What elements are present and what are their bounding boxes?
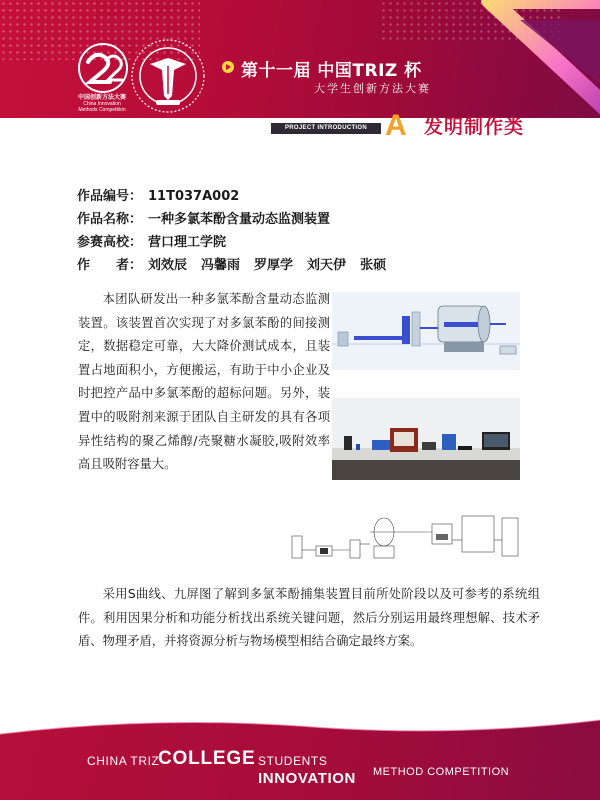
device-cad-rendering-image	[332, 292, 520, 370]
device-lab-photo-image	[332, 398, 520, 480]
competition-title: 第十一届 中国TRIZ 杯	[241, 61, 422, 81]
category-title: 发明制作类	[424, 116, 525, 138]
description-paragraph-2: 采用S曲线、九屏图了解到多氯苯酚捕集装置目前所处阶段以及可参考的系统组件。利用因果分析和功能分析找出系统关键问题，然后分别运用最终理想解、技术矛盾、物理矛盾，并将资源分析与物场模型相结合确定最终方案。	[78, 587, 540, 649]
author-name: 刘天伊	[307, 258, 347, 273]
info-row-name	[77, 208, 400, 231]
header-banner	[0, 0, 600, 150]
info-row-authors	[77, 254, 400, 277]
footer-text-innovation: INNOVATION	[258, 770, 356, 787]
category-letter: A	[385, 109, 407, 142]
project-info	[77, 185, 400, 277]
competition-subtitle: 大学生创新方法大赛	[314, 82, 431, 95]
device-schematic-diagram-image	[286, 510, 526, 565]
triz-student-logo-icon	[128, 36, 208, 116]
id-value: 11T037A002	[148, 189, 240, 204]
project-intro-label: PROJECT INTRODUCTION	[271, 123, 381, 134]
author-name: 刘效辰	[148, 258, 188, 273]
cimc-logo-caption: 中国创新方法大赛 China Innovation Methods Competition	[77, 95, 126, 113]
footer-text-method-competition: METHOD COMPETITION	[373, 766, 510, 778]
name-label: 作品名称：	[77, 212, 143, 227]
footer-banner	[0, 712, 600, 800]
author-name: 罗厚学	[254, 258, 294, 273]
school-label: 参赛高校：	[77, 235, 143, 250]
footer-text-students: STUDENTS	[258, 754, 328, 768]
info-row-school	[77, 231, 400, 254]
school-value: 营口理工学院	[148, 235, 227, 250]
authors-label: 作 者：	[77, 258, 143, 273]
footer-slogan	[0, 712, 600, 800]
description-paragraph-1: 本团队研发出一种多氯苯酚含量动态监测装置。该装置首次实现了对多氯苯酚的间接测定，数据稳定可靠，大大降价测试成本，且装置占地面积小，方便搬运，有助于中小企业及时把控产品中多氯苯酚的超标问题。另外，装置中的吸附剂来源于团队自主研发的具有各项异性结构的聚乙烯醇/壳聚糖水凝胶,吸附效率高且吸附容量大。	[78, 292, 330, 472]
info-row-id	[77, 185, 400, 208]
author-name: 冯馨雨	[201, 258, 241, 273]
author-name: 张硕	[360, 258, 387, 273]
id-label: 作品编号：	[77, 189, 143, 204]
play-arrow-icon	[222, 61, 234, 73]
footer-text-college: COLLEGE	[158, 748, 256, 769]
footer-text-china-triz: CHINA TRIZ	[87, 754, 160, 768]
name-value: 一种多氯苯酚含量动态监测装置	[148, 212, 331, 227]
